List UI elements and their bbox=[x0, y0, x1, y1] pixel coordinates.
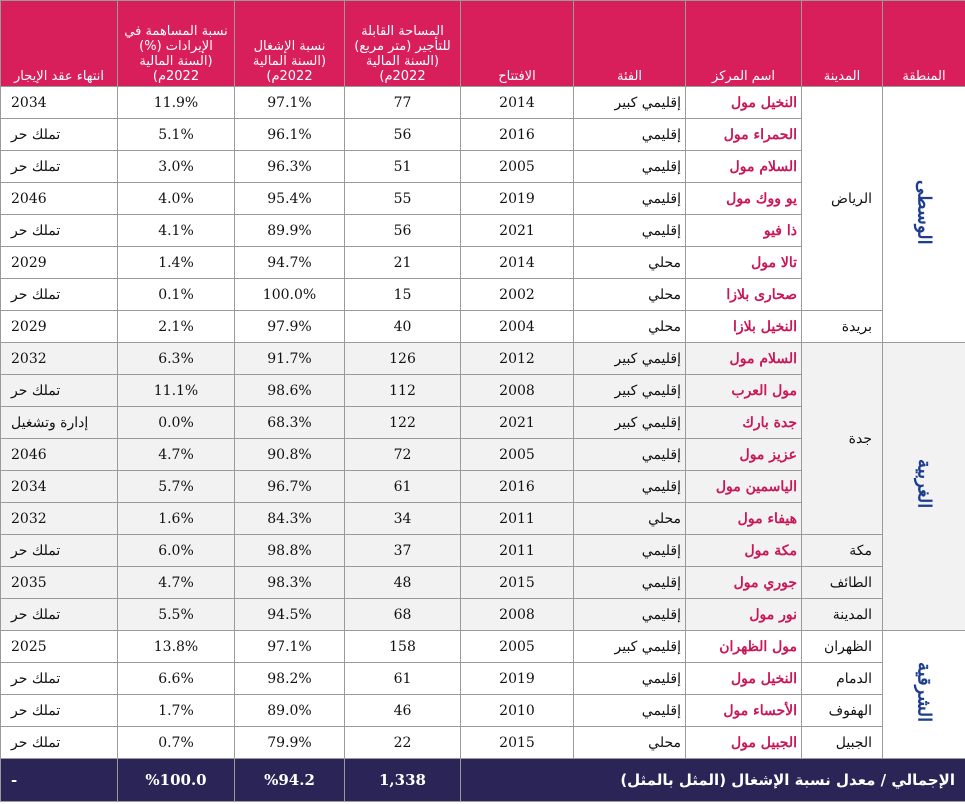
category-cell: إقليمي كبير bbox=[574, 343, 686, 375]
opening-cell: 2021 bbox=[461, 215, 574, 247]
occupancy-cell: 95.4% bbox=[235, 183, 345, 215]
area-cell: 158 bbox=[345, 631, 461, 663]
center-name: الجبيل مول bbox=[686, 727, 802, 759]
lease-end-cell: تملك حر bbox=[1, 119, 118, 151]
area-cell: 34 bbox=[345, 503, 461, 535]
center-name: الحمراء مول bbox=[686, 119, 802, 151]
lease-end-cell: تملك حر bbox=[1, 663, 118, 695]
revenue-cell: 2.1% bbox=[118, 311, 235, 343]
opening-cell: 2002 bbox=[461, 279, 574, 311]
revenue-cell: 4.7% bbox=[118, 567, 235, 599]
center-name: السلام مول bbox=[686, 151, 802, 183]
city-cell: الرياض bbox=[802, 87, 883, 311]
category-cell: إقليمي كبير bbox=[574, 407, 686, 439]
opening-cell: 2005 bbox=[461, 631, 574, 663]
area-cell: 37 bbox=[345, 535, 461, 567]
opening-cell: 2011 bbox=[461, 535, 574, 567]
center-name: النخيل بلازا bbox=[686, 311, 802, 343]
opening-cell: 2016 bbox=[461, 119, 574, 151]
table-row bbox=[1, 631, 965, 663]
lease-end-cell: 2025 bbox=[1, 631, 118, 663]
lease-end-cell: تملك حر bbox=[1, 279, 118, 311]
city-cell: بريدة bbox=[802, 311, 883, 343]
table-row bbox=[1, 663, 965, 695]
revenue-cell: 3.0% bbox=[118, 151, 235, 183]
revenue-cell: 4.0% bbox=[118, 183, 235, 215]
occupancy-cell: 89.9% bbox=[235, 215, 345, 247]
revenue-cell: 11.9% bbox=[118, 87, 235, 119]
occupancy-cell: 98.6% bbox=[235, 375, 345, 407]
city-cell: الدمام bbox=[802, 663, 883, 695]
revenue-cell: 1.6% bbox=[118, 503, 235, 535]
area-cell: 77 bbox=[345, 87, 461, 119]
lease-end-cell: تملك حر bbox=[1, 151, 118, 183]
totals-lease-end: - bbox=[1, 759, 118, 802]
table-row bbox=[1, 695, 965, 727]
occupancy-cell: 96.3% bbox=[235, 151, 345, 183]
table-row bbox=[1, 727, 965, 759]
lease-end-cell: إدارة وتشغيل bbox=[1, 407, 118, 439]
opening-cell: 2010 bbox=[461, 695, 574, 727]
center-name: ذا فيو bbox=[686, 215, 802, 247]
center-name: تالا مول bbox=[686, 247, 802, 279]
totals-area: 1,338 bbox=[345, 759, 461, 802]
area-cell: 22 bbox=[345, 727, 461, 759]
revenue-cell: 5.7% bbox=[118, 471, 235, 503]
opening-cell: 2014 bbox=[461, 247, 574, 279]
center-name: عزيز مول bbox=[686, 439, 802, 471]
city-cell: الجبيل bbox=[802, 727, 883, 759]
occupancy-cell: 90.8% bbox=[235, 439, 345, 471]
lease-end-cell: تملك حر bbox=[1, 535, 118, 567]
table-row bbox=[1, 535, 965, 567]
category-cell: إقليمي كبير bbox=[574, 87, 686, 119]
center-name: جدة بارك bbox=[686, 407, 802, 439]
opening-cell: 2016 bbox=[461, 471, 574, 503]
occupancy-cell: 98.8% bbox=[235, 535, 345, 567]
lease-end-cell: 2029 bbox=[1, 247, 118, 279]
category-cell: إقليمي bbox=[574, 119, 686, 151]
category-cell: إقليمي bbox=[574, 663, 686, 695]
center-name: صحارى بلازا bbox=[686, 279, 802, 311]
table-row bbox=[1, 599, 965, 631]
occupancy-cell: 97.9% bbox=[235, 311, 345, 343]
revenue-cell: 5.5% bbox=[118, 599, 235, 631]
opening-cell: 2004 bbox=[461, 311, 574, 343]
category-cell: محلي bbox=[574, 311, 686, 343]
lease-end-cell: 2034 bbox=[1, 471, 118, 503]
opening-cell: 2015 bbox=[461, 567, 574, 599]
city-cell: الطائف bbox=[802, 567, 883, 599]
category-cell: إقليمي كبير bbox=[574, 375, 686, 407]
center-name: النخيل مول bbox=[686, 87, 802, 119]
revenue-cell: 6.0% bbox=[118, 535, 235, 567]
revenue-cell: 0.0% bbox=[118, 407, 235, 439]
occupancy-cell: 94.7% bbox=[235, 247, 345, 279]
revenue-cell: 13.8% bbox=[118, 631, 235, 663]
region-label: الشرقية bbox=[913, 661, 935, 723]
header-revenue: نسبة المساهمة في الإيرادات (%) (السنة المالية 2022م) bbox=[118, 1, 235, 87]
category-cell: إقليمي bbox=[574, 151, 686, 183]
totals-occupancy: %94.2 bbox=[235, 759, 345, 802]
opening-cell: 2015 bbox=[461, 727, 574, 759]
lease-end-cell: 2032 bbox=[1, 503, 118, 535]
table-row bbox=[1, 311, 965, 343]
category-cell: إقليمي كبير bbox=[574, 631, 686, 663]
table-row bbox=[1, 567, 965, 599]
table-row bbox=[1, 87, 965, 119]
revenue-cell: 4.7% bbox=[118, 439, 235, 471]
area-cell: 56 bbox=[345, 215, 461, 247]
city-cell: الهفوف bbox=[802, 695, 883, 727]
lease-end-cell: 2032 bbox=[1, 343, 118, 375]
revenue-cell: 11.1% bbox=[118, 375, 235, 407]
occupancy-cell: 79.9% bbox=[235, 727, 345, 759]
occupancy-cell: 84.3% bbox=[235, 503, 345, 535]
occupancy-cell: 89.0% bbox=[235, 695, 345, 727]
header-city: المدينة bbox=[802, 1, 883, 87]
category-cell: إقليمي bbox=[574, 695, 686, 727]
region-cell-eastern bbox=[883, 631, 965, 759]
area-cell: 40 bbox=[345, 311, 461, 343]
center-name: جوري مول bbox=[686, 567, 802, 599]
header-occupancy: نسبة الإشغال (السنة المالية 2022م) bbox=[235, 1, 345, 87]
category-cell: محلي bbox=[574, 727, 686, 759]
revenue-cell: 1.7% bbox=[118, 695, 235, 727]
occupancy-cell: 100.0% bbox=[235, 279, 345, 311]
revenue-cell: 6.3% bbox=[118, 343, 235, 375]
opening-cell: 2005 bbox=[461, 439, 574, 471]
city-cell: المدينة bbox=[802, 599, 883, 631]
category-cell: إقليمي bbox=[574, 567, 686, 599]
totals-row bbox=[1, 759, 965, 802]
lease-end-cell: تملك حر bbox=[1, 695, 118, 727]
area-cell: 72 bbox=[345, 439, 461, 471]
occupancy-cell: 97.1% bbox=[235, 87, 345, 119]
header-row bbox=[1, 1, 965, 87]
revenue-cell: 5.1% bbox=[118, 119, 235, 151]
center-name: مول العرب bbox=[686, 375, 802, 407]
opening-cell: 2019 bbox=[461, 183, 574, 215]
category-cell: إقليمي bbox=[574, 439, 686, 471]
lease-end-cell: تملك حر bbox=[1, 375, 118, 407]
lease-end-cell: 2046 bbox=[1, 439, 118, 471]
area-cell: 46 bbox=[345, 695, 461, 727]
center-name: الأحساء مول bbox=[686, 695, 802, 727]
totals-label: الإجمالي / معدل نسبة الإشغال (المثل بالمثل) bbox=[461, 759, 965, 802]
category-cell: محلي bbox=[574, 247, 686, 279]
category-cell: إقليمي bbox=[574, 183, 686, 215]
center-name: نور مول bbox=[686, 599, 802, 631]
header-area: المساحة القابلة للتأجير (متر مربع) (السنة المالية 2022م) bbox=[345, 1, 461, 87]
area-cell: 112 bbox=[345, 375, 461, 407]
area-cell: 126 bbox=[345, 343, 461, 375]
area-cell: 48 bbox=[345, 567, 461, 599]
city-cell: جدة bbox=[802, 343, 883, 535]
occupancy-cell: 98.2% bbox=[235, 663, 345, 695]
lease-end-cell: تملك حر bbox=[1, 599, 118, 631]
city-cell: الظهران bbox=[802, 631, 883, 663]
area-cell: 51 bbox=[345, 151, 461, 183]
center-name: الياسمين مول bbox=[686, 471, 802, 503]
opening-cell: 2019 bbox=[461, 663, 574, 695]
occupancy-cell: 96.1% bbox=[235, 119, 345, 151]
center-name: النخيل مول bbox=[686, 663, 802, 695]
header-lease-end: انتهاء عقد الإيجار bbox=[1, 1, 118, 87]
table-row bbox=[1, 343, 965, 375]
occupancy-cell: 94.5% bbox=[235, 599, 345, 631]
category-cell: محلي bbox=[574, 279, 686, 311]
center-name: السلام مول bbox=[686, 343, 802, 375]
area-cell: 61 bbox=[345, 471, 461, 503]
occupancy-cell: 68.3% bbox=[235, 407, 345, 439]
area-cell: 15 bbox=[345, 279, 461, 311]
area-cell: 55 bbox=[345, 183, 461, 215]
occupancy-cell: 91.7% bbox=[235, 343, 345, 375]
category-cell: إقليمي bbox=[574, 599, 686, 631]
lease-end-cell: 2035 bbox=[1, 567, 118, 599]
revenue-cell: 0.1% bbox=[118, 279, 235, 311]
header-opening: الافتتاح bbox=[461, 1, 574, 87]
revenue-cell: 1.4% bbox=[118, 247, 235, 279]
category-cell: إقليمي bbox=[574, 535, 686, 567]
category-cell: إقليمي bbox=[574, 471, 686, 503]
revenue-cell: 0.7% bbox=[118, 727, 235, 759]
center-name: مكة مول bbox=[686, 535, 802, 567]
occupancy-cell: 97.1% bbox=[235, 631, 345, 663]
opening-cell: 2011 bbox=[461, 503, 574, 535]
lease-end-cell: 2029 bbox=[1, 311, 118, 343]
lease-end-cell: 2046 bbox=[1, 183, 118, 215]
opening-cell: 2008 bbox=[461, 375, 574, 407]
center-name: يو ووك مول bbox=[686, 183, 802, 215]
region-cell-western bbox=[883, 343, 965, 631]
opening-cell: 2008 bbox=[461, 599, 574, 631]
city-cell: مكة bbox=[802, 535, 883, 567]
lease-end-cell: تملك حر bbox=[1, 727, 118, 759]
area-cell: 21 bbox=[345, 247, 461, 279]
category-cell: إقليمي bbox=[574, 215, 686, 247]
header-center: اسم المركز bbox=[686, 1, 802, 87]
revenue-cell: 6.6% bbox=[118, 663, 235, 695]
center-name: مول الظهران bbox=[686, 631, 802, 663]
occupancy-cell: 98.3% bbox=[235, 567, 345, 599]
opening-cell: 2005 bbox=[461, 151, 574, 183]
area-cell: 122 bbox=[345, 407, 461, 439]
opening-cell: 2014 bbox=[461, 87, 574, 119]
header-category: الفئة bbox=[574, 1, 686, 87]
region-label: الوسطى bbox=[913, 179, 935, 245]
category-cell: محلي bbox=[574, 503, 686, 535]
totals-revenue: %100.0 bbox=[118, 759, 235, 802]
occupancy-cell: 96.7% bbox=[235, 471, 345, 503]
area-cell: 61 bbox=[345, 663, 461, 695]
region-label: الغربية bbox=[913, 459, 935, 509]
opening-cell: 2021 bbox=[461, 407, 574, 439]
area-cell: 56 bbox=[345, 119, 461, 151]
area-cell: 68 bbox=[345, 599, 461, 631]
center-name: هيفاء مول bbox=[686, 503, 802, 535]
lease-end-cell: تملك حر bbox=[1, 215, 118, 247]
opening-cell: 2012 bbox=[461, 343, 574, 375]
revenue-cell: 4.1% bbox=[118, 215, 235, 247]
header-region: المنطقة bbox=[883, 1, 965, 87]
region-cell-central bbox=[883, 87, 965, 343]
lease-end-cell: 2034 bbox=[1, 87, 118, 119]
